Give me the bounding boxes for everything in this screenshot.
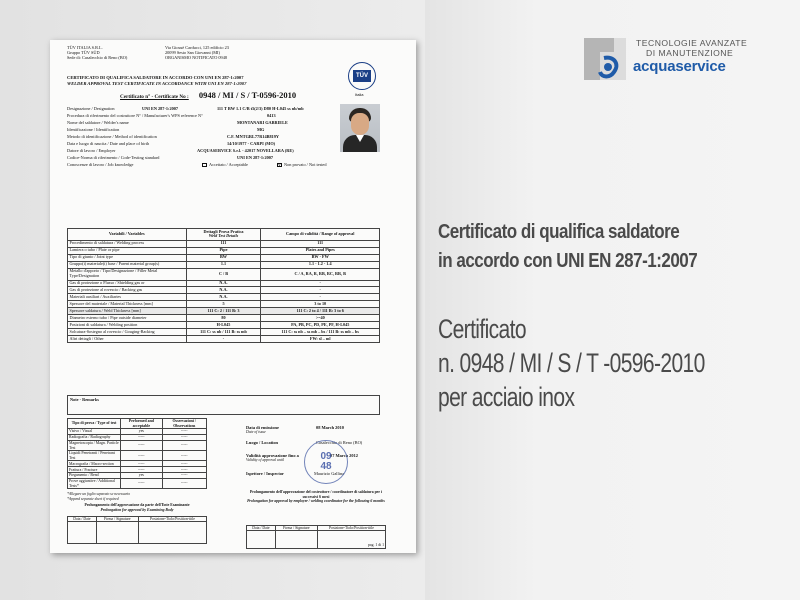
column-header: Campo di validità / Range of approval [261, 229, 380, 241]
table-row [68, 280, 380, 287]
tuv-logo [348, 62, 376, 90]
column-header: Tipo di prova / Type of test [68, 419, 121, 429]
test-type: Radiografia / Radiography [68, 435, 121, 441]
test-detail-value: N.A. [186, 287, 261, 294]
variable-name: Gas di protezione o Flusso / Shielding gas or [68, 280, 187, 287]
issue-date-sublabel: Date of issue [246, 430, 266, 434]
test-type: Macrografia / Macro-section [68, 461, 121, 467]
test-detail-value: 111 [186, 240, 261, 247]
test-detail-value: Pipe [186, 247, 261, 254]
column-header: Performed and acceptable [121, 419, 162, 429]
footnote: *Allegare un foglio separato se necessario [67, 492, 131, 496]
field-value: UNI EN 287-1:2007 [142, 106, 179, 111]
field-value: 14/10/1977 - CARPI (MO) [227, 141, 276, 146]
test-type: Frattura / Fracture [68, 467, 121, 473]
test-detail-value: 111 C: 2 / 111 B: 3 [186, 308, 261, 315]
field-label: Designazione / Designation [67, 106, 115, 111]
certificate-title-it: CERTIFICATO DI QUALIFICA SALDATORE IN ACCORDO CON UNI EN 287-1:2007 [67, 75, 244, 80]
variable-name: Spessore del materiale / Material Thickness [mm] [68, 301, 187, 308]
field-label: Procedura di riferimento del costruttore N° / Manufacturer's WPS reference N° [67, 113, 203, 118]
inspector-label: Ispettore / Inspector [246, 471, 284, 476]
field-label: Conoscenze di lavoro / Job knowledge [67, 162, 134, 167]
table-row [68, 336, 380, 343]
test-observation: ----- [162, 440, 206, 450]
variable-name: Spessore saldatura / Weld Thickness [mm] [68, 308, 187, 315]
field-code-standard [67, 155, 367, 161]
inspector-value: Maurizio Gallina [314, 471, 345, 476]
range-value: 1.1 - 1.2 - 1.4 [261, 261, 380, 268]
table-row [68, 301, 380, 308]
variables-table [67, 228, 380, 343]
headline-line-1: Certificato di qualifica saldatore [438, 220, 680, 243]
certificate-number-line [120, 90, 296, 100]
field-value: MG [257, 127, 265, 132]
table-row [68, 254, 380, 261]
test-type: Liquidi Penetranti / Penetrant Test [68, 451, 121, 461]
table-row [68, 268, 380, 280]
brand-name: acquaservice [633, 58, 726, 75]
test-result: yes [121, 473, 162, 479]
column-header-line: Weld Test Details [208, 233, 239, 239]
test-observation: ----- [162, 461, 206, 467]
field-identification [67, 127, 367, 133]
test-type: Visivo / Visual [68, 429, 121, 435]
issuer-line: Via Giosuè Carducci, 125 edificio 23 [165, 45, 229, 50]
table-row [68, 315, 380, 322]
field-label: Identificazione / Identification [67, 127, 120, 132]
range-value: 3 to 10 [261, 301, 380, 308]
issue-date-value: 08 March 2010 [316, 425, 344, 430]
variable-name: Metallo d'apporto / Tipo/Designazione / Filler Metal Type/Designation [68, 268, 187, 280]
employer-prolongation-table [246, 525, 386, 549]
field-employer [67, 148, 367, 154]
test-detail-value: 1.1 [186, 261, 261, 268]
brand-tagline-line-2: DI MANUTENZIONE [646, 48, 734, 58]
range-value: PA, PB, PC, PD, PE, PF, H-L045 [261, 322, 380, 329]
prolongation-title-it: Prolungamento dell'approvazione del costruttore / coordinatore di saldatura per i successivi 6 mesi [249, 490, 382, 499]
right-panel-background [425, 0, 800, 600]
test-result: yes [121, 429, 162, 435]
test-type: Magnetoscopia / Magn. Particle Test [69, 441, 119, 450]
test-detail-value: N.A. [186, 280, 261, 287]
table-row [68, 479, 207, 489]
test-result: ----- [121, 467, 162, 473]
test-type: Piegamento / Bend [68, 473, 121, 479]
subtitle-line-2: n. 0948 / MI / S / T -0596-2010 [438, 348, 705, 378]
test-observation: ----- [162, 479, 206, 489]
variable-name: Lamiera o tubo / Plate or pipe [68, 247, 187, 254]
validity-sublabel: Validity of approval until [246, 458, 284, 462]
field-label: Metodo di identificazione / Method of identification [67, 134, 157, 139]
test-detail-value: 5 [186, 301, 261, 308]
range-value: - [261, 287, 380, 294]
test-detail-value: N.A. [186, 294, 261, 301]
notes-box [67, 395, 380, 415]
range-value: - [261, 294, 380, 301]
prolongation-title-it: Prolungamento dell'approvazione da parte dell'Ente Esaminante [84, 503, 190, 507]
field-value-secondary: 111 T BW 1.1 C/B t5(2/3) D80 H-L045 ss nb/mb [217, 106, 304, 111]
table-row [68, 287, 380, 294]
issuer-line: Gruppo TÜV SÜD [67, 50, 100, 56]
field-value: MONTANARI GABRIELE [237, 120, 288, 125]
field-wps-reference [67, 113, 367, 119]
issue-date-label: Data di emissione [246, 425, 279, 430]
variable-name: Posizioni di saldatura / Welding position [68, 322, 187, 329]
test-result: ----- [121, 440, 162, 450]
range-value: - [261, 280, 380, 287]
test-detail-value: C / B [186, 268, 261, 280]
tests-table [67, 418, 207, 489]
column-header [186, 229, 261, 241]
test-result: ----- [121, 451, 162, 461]
test-result: ----- [121, 435, 162, 441]
variable-name: Gas di protezione al rovescio / Backing gas [68, 287, 187, 294]
range-value: C / A, RA, R, RB, RC, RR, B [261, 268, 380, 280]
issuer-line: ORGANISMO NOTIFICATO 0948 [165, 55, 227, 61]
column-header: Firma / Signature [96, 517, 138, 522]
subtitle-line-1: Certificato [438, 314, 526, 344]
field-birth [67, 141, 367, 147]
issuer-line: 20099 Sesto San Giovanni (MI) [165, 50, 220, 56]
range-value: 111 C: 2 to 4 / 111 B: 3 to 6 [261, 308, 380, 315]
variable-name: Solcatura-Sostegno al rovescio / Gouging-Backing [68, 329, 187, 336]
location-value: Casalecchio di Reno (BO) [316, 440, 363, 445]
test-detail-value: 80 [186, 315, 261, 322]
variable-name: Procedimento di saldatura / Welding process [68, 240, 187, 247]
prolongation-title-en: Prolongation for approval by Examining Body [100, 507, 174, 512]
range-value: 111 C: ss nb – ss mb – bs / 111 B: ss mb – bs [261, 329, 380, 336]
column-header: Posizione-Ttolo/Position-title [138, 517, 206, 522]
column-header: Osservazioni / Observations [162, 419, 206, 429]
field-label: Datore di lavoro / Employer [67, 148, 116, 153]
field-value: ACQUASERVICE S.r.l. - 42017 NOVELLARA (RE) [197, 148, 294, 153]
column-header: Data / Date [68, 517, 97, 522]
certificate-document [50, 40, 416, 553]
acquaservice-logo-icon [584, 38, 626, 80]
table-row [68, 440, 207, 450]
range-value: >=40 [261, 315, 380, 322]
test-observation: ----- [162, 467, 206, 473]
notes-label: Note - Remarks [70, 397, 99, 402]
variable-name: Gruppo(i) materiale(i) base / Parent material group(s) [68, 261, 187, 268]
table-row [68, 261, 380, 268]
test-result: ----- [121, 461, 162, 467]
stamp-line: 48 [320, 461, 332, 472]
certificate-title [67, 75, 317, 87]
test-observation: ----- [162, 451, 206, 461]
field-welder-name [67, 120, 367, 126]
column-header: Firma / Signature [275, 526, 317, 531]
test-result: ----- [121, 479, 162, 489]
validity-label: Validità approvazione fino a [246, 453, 299, 458]
table-row [68, 322, 380, 329]
range-value: 111 [261, 240, 380, 247]
table-row [68, 240, 380, 247]
field-value: UNI EN 287-1:2007 [237, 155, 274, 160]
column-header: Data / Date [247, 526, 276, 531]
test-detail-value: - [186, 336, 261, 343]
issuer-line: TÜV ITALIA S.R.L. [67, 45, 103, 50]
welder-photo [340, 104, 380, 152]
job-knowledge-acceptable [202, 162, 248, 168]
issuer-line: Sede di: Casalecchio di Reno (BO) [67, 55, 128, 61]
field-value: 0413 [267, 113, 276, 118]
certificate-number-label: Certificato n° - Certificate No : [120, 94, 189, 100]
headline-line-2: in accordo con UNI EN 287-1:2007 [438, 249, 698, 272]
checkbox-not-tested: X [278, 162, 281, 168]
field-label: Nome del saldatore / Welder's name [67, 120, 129, 125]
prolongation-title-en: Prolongation for approval by employer / welding coordinator for the following 6 months [247, 499, 385, 504]
test-detail-value: H-L045 [186, 322, 261, 329]
field-designation [67, 106, 367, 112]
option-label: Non provato / Not tested [284, 162, 327, 167]
tuv-logo-caption: Italia [355, 92, 364, 97]
test-observation: ----- [162, 435, 206, 441]
certificate-number: 0948 / MI / S / T-0596-2010 [198, 90, 297, 100]
table-row [68, 294, 380, 301]
table-row [68, 329, 380, 336]
stamp-line: 09 [320, 451, 332, 462]
certificate-title-en: WELDER APPROVAL TEST CERTIFICATE IN ACCORDANCE WITH UNI EN 287-1:2007 [67, 80, 247, 86]
table-row [68, 451, 207, 461]
variable-name: Tipo di giunto / Joint type [68, 254, 187, 261]
job-knowledge-not-tested [277, 162, 326, 168]
option-label: Accettato / Acceptable [209, 162, 248, 167]
footnote: *Append separate sheet if required [67, 497, 119, 501]
field-label: Data e luogo di nascita / Date and place of birth [67, 141, 150, 146]
examining-body-prolongation-title [67, 503, 207, 512]
employer-prolongation-title [246, 490, 386, 504]
range-value: Plates and Pipes [261, 247, 380, 254]
column-header: Posizione-Ttolo/Position-title [317, 526, 385, 531]
table-row [68, 308, 380, 315]
test-type: Prove aggiuntive / Additional Tests* [68, 479, 121, 489]
subtitle-line-3: per acciaio inox [438, 382, 575, 412]
field-value: C.F. MNTGRL77R14B819Y [227, 134, 280, 139]
variable-name: Materiali ausiliari / Auxiliaries [68, 294, 187, 301]
page-number: pag. 1 di 1 [368, 543, 385, 547]
test-observation: ----- [162, 473, 206, 479]
notified-body-stamp [304, 440, 348, 484]
table-row [68, 247, 380, 254]
examining-body-prolongation-table [67, 516, 207, 544]
issuer-address-left [67, 45, 157, 61]
tuv-logo-text: TÜV [353, 70, 371, 82]
column-header: Variabili / Variables [68, 229, 187, 241]
issue-date-row [246, 425, 386, 435]
issuer-address-right [165, 45, 275, 61]
range-value: FW: sl – ml [261, 336, 380, 343]
field-job-knowledge [67, 162, 367, 168]
field-label: Codice-Norma di riferimento / Code-Testing standard [67, 155, 160, 160]
test-detail-value: BW [186, 254, 261, 261]
test-detail-value: 111 C: ss nb / 111 B: ss mb [186, 329, 261, 336]
variable-name: Altri dettagli / Other [68, 336, 187, 343]
variable-name: Diametro esterno tubo / Pipe outside diameter [68, 315, 187, 322]
location-label: Luogo / Location [246, 440, 278, 445]
column-header-line: Dettagli Prova Pratica [203, 228, 244, 234]
range-value: BW - FW [261, 254, 380, 261]
checkbox-acceptable [202, 163, 207, 168]
field-identification-method [67, 134, 367, 140]
test-observation: ----- [162, 429, 206, 435]
brand-tagline-line-1: TECNOLOGIE AVANZATE [636, 38, 748, 48]
validity-value: 07 March 2012 [330, 453, 358, 458]
